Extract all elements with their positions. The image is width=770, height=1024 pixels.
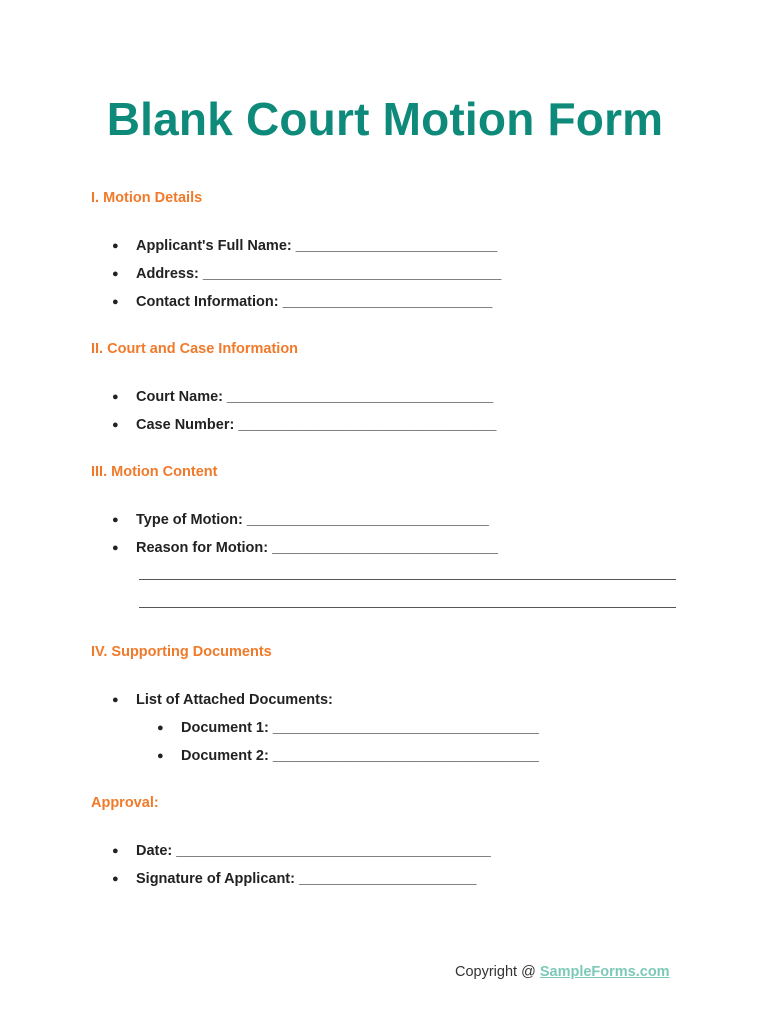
bullet-icon: ● — [112, 391, 119, 403]
field-label: Type of Motion: ______________________________ — [136, 512, 489, 528]
field-label: Court Name: _________________________________ — [136, 389, 494, 405]
footer-copyright — [455, 964, 670, 980]
bullet-icon: ● — [112, 240, 119, 252]
section-heading-court-case-info: II. Court and Case Information — [91, 341, 299, 357]
section-heading-approval: Approval: — [91, 795, 159, 811]
field-label: List of Attached Documents: — [136, 692, 333, 708]
field-label: Document 2: _________________________________ — [181, 748, 539, 764]
field-label: Reason for Motion: ____________________________ — [136, 540, 498, 556]
field-label: Applicant's Full Name: _________________________ — [136, 238, 498, 254]
sampleforms-link[interactable]: SampleForms.com — [539, 964, 670, 980]
page-title: Blank Court Motion Form — [106, 93, 664, 145]
field-case-number[interactable] — [112, 416, 497, 434]
field-applicant-full-name[interactable] — [112, 237, 498, 255]
field-label: Address: _____________________________________ — [136, 266, 502, 282]
field-label: Date: _______________________________________ — [136, 843, 491, 859]
reason-continuation-line-2[interactable] — [139, 607, 676, 608]
bullet-icon: ● — [112, 873, 119, 885]
field-court-name[interactable] — [112, 388, 494, 406]
bullet-icon: ● — [112, 268, 119, 280]
field-label: Document 1: _________________________________ — [181, 720, 539, 736]
field-reason-for-motion[interactable] — [112, 539, 498, 557]
bullet-icon: ● — [157, 750, 164, 762]
field-document-2[interactable] — [157, 747, 539, 765]
field-contact-information[interactable] — [112, 293, 493, 311]
bullet-icon: ● — [112, 542, 119, 554]
field-document-1[interactable] — [157, 719, 539, 737]
field-label: Case Number: ________________________________ — [136, 417, 497, 433]
bullet-icon: ● — [112, 419, 119, 431]
reason-continuation-line-1[interactable] — [139, 579, 676, 580]
bullet-icon: ● — [112, 514, 119, 526]
field-type-of-motion[interactable] — [112, 511, 489, 529]
section-heading-motion-details: I. Motion Details — [91, 190, 203, 206]
field-list-attached-documents — [112, 691, 333, 709]
field-label: Signature of Applicant: ______________________ — [136, 871, 477, 887]
field-address[interactable] — [112, 265, 502, 283]
field-signature-of-applicant[interactable] — [112, 870, 477, 888]
copyright-text: Copyright @ — [455, 964, 540, 980]
bullet-icon: ● — [112, 694, 119, 706]
field-label: Contact Information: __________________________ — [136, 294, 493, 310]
bullet-icon: ● — [157, 722, 164, 734]
section-heading-supporting-documents: IV. Supporting Documents — [91, 644, 272, 660]
bullet-icon: ● — [112, 845, 119, 857]
field-date[interactable] — [112, 842, 491, 860]
bullet-icon: ● — [112, 296, 119, 308]
section-heading-motion-content: III. Motion Content — [91, 464, 218, 480]
